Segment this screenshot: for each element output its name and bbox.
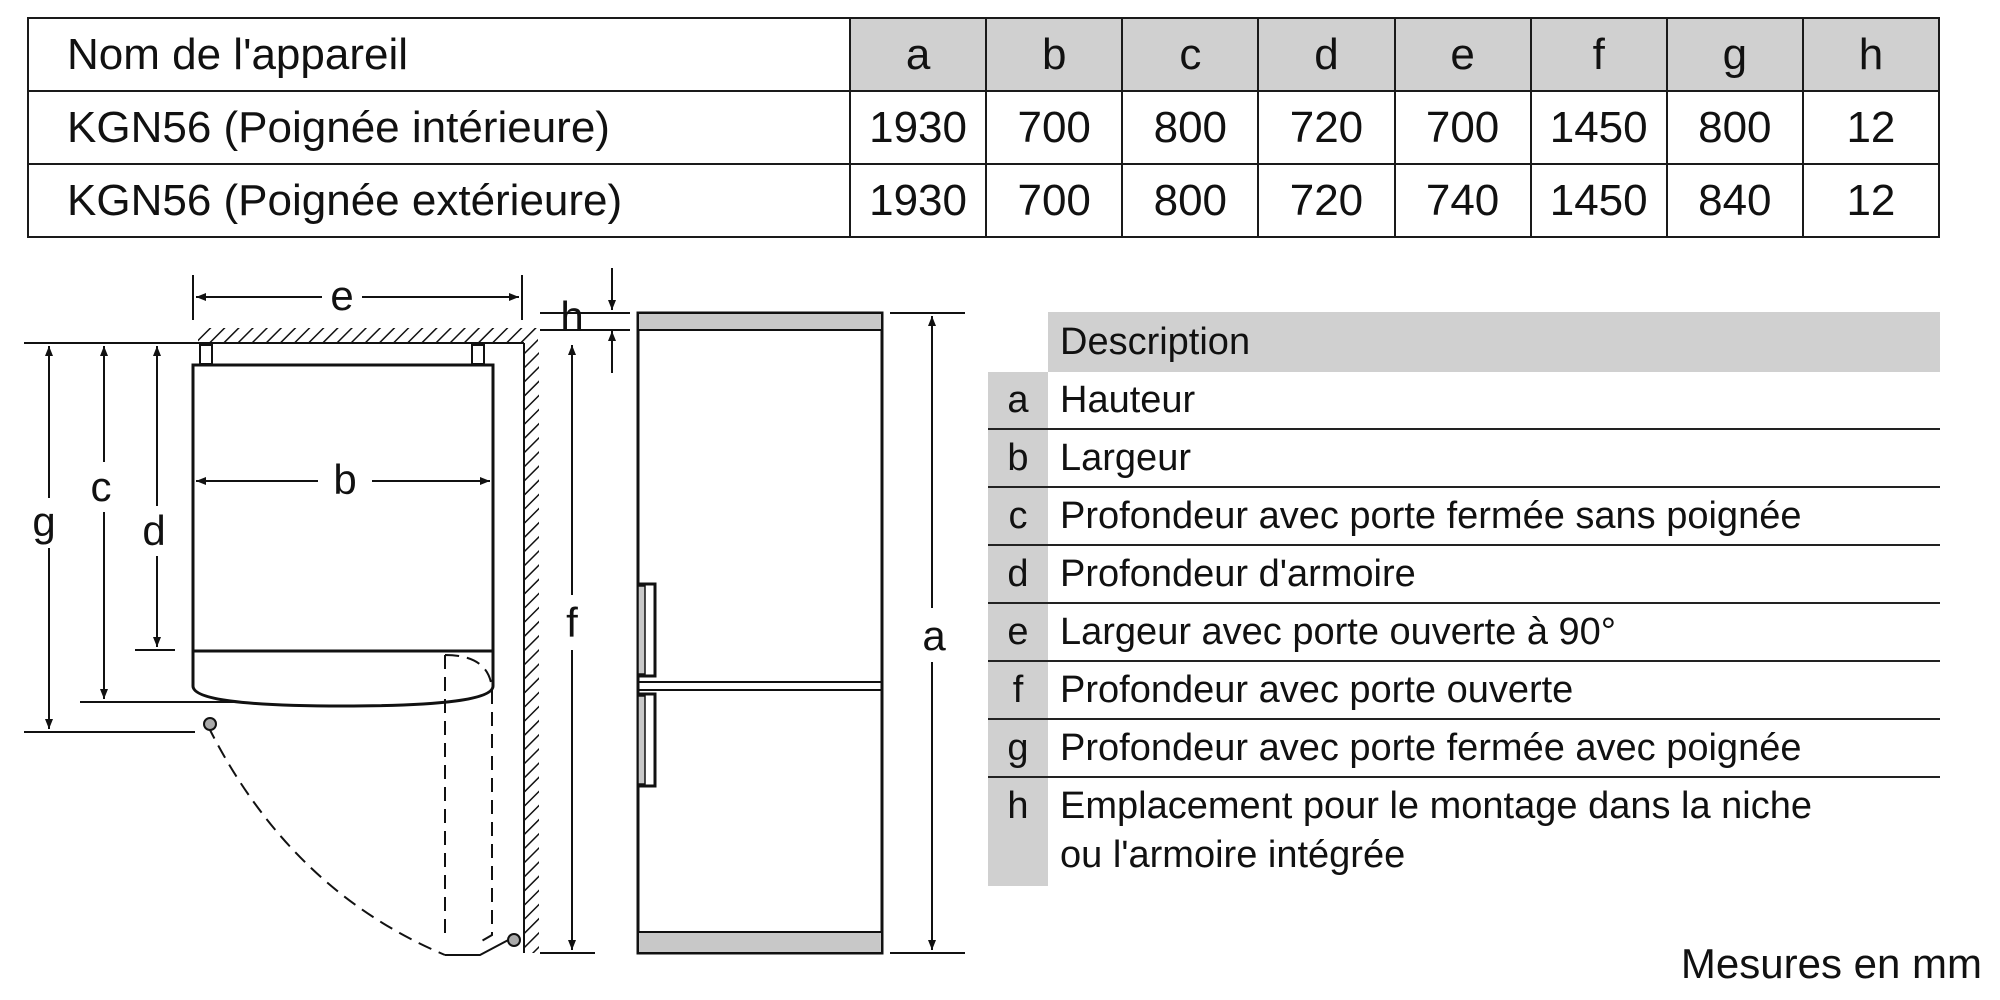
legend-text: Profondeur avec porte ouverte <box>1060 669 1574 711</box>
legend-key: e <box>988 604 1048 660</box>
table-row <box>28 164 1939 237</box>
legend-row-h <box>988 778 1940 886</box>
legend-key: c <box>988 488 1048 544</box>
cell-f: 1450 <box>1531 164 1667 237</box>
table-row <box>28 91 1939 164</box>
header-col-d: d <box>1258 18 1394 91</box>
legend-key: g <box>988 720 1048 776</box>
cell-d: 720 <box>1258 91 1394 164</box>
legend-key: h <box>988 778 1048 886</box>
legend-row-b <box>988 430 1940 488</box>
header-col-e: e <box>1395 18 1531 91</box>
header-col-b: b <box>986 18 1122 91</box>
header-col-c: c <box>1122 18 1258 91</box>
door-swing-arc <box>208 726 445 955</box>
cell-g: 800 <box>1667 91 1803 164</box>
cell-b: 700 <box>986 91 1122 164</box>
legend-key: a <box>988 372 1048 428</box>
label-g: g <box>32 498 56 545</box>
label-b: b <box>333 456 357 503</box>
hinge-pin-closed <box>204 718 216 730</box>
legend-text-line2: ou l'armoire intégrée <box>1060 834 1406 876</box>
cell-e: 740 <box>1395 164 1531 237</box>
top-view <box>24 275 539 955</box>
label-c: c <box>90 463 112 510</box>
units-note: Mesures en mm <box>1680 940 1982 987</box>
dimensions-table <box>27 17 1940 238</box>
legend-key: b <box>988 430 1048 486</box>
cell-a: 1930 <box>850 91 986 164</box>
base-panel <box>638 932 882 953</box>
header-col-g: g <box>1667 18 1803 91</box>
cell-d: 720 <box>1258 164 1394 237</box>
legend-text-line1: Emplacement pour le montage dans la niche <box>1060 785 1813 827</box>
hinge-pin-open <box>508 934 520 946</box>
legend-text <box>1048 778 1940 886</box>
legend-key: d <box>988 546 1048 602</box>
legend-title: Description <box>1048 312 1940 372</box>
dimension-drawing <box>0 250 980 990</box>
cell-f: 1450 <box>1531 91 1667 164</box>
appliance-side-body <box>638 313 882 953</box>
cell-c: 800 <box>1122 164 1258 237</box>
legend-row-a <box>988 372 1940 430</box>
legend-text: Hauteur <box>1060 379 1196 421</box>
cell-a: 1930 <box>850 164 986 237</box>
label-a: a <box>922 612 946 659</box>
label-f: f <box>566 599 578 646</box>
cell-g: 840 <box>1667 164 1803 237</box>
header-col-a: a <box>850 18 986 91</box>
legend-header <box>988 312 1940 372</box>
legend-text: Profondeur avec porte fermée sans poignée <box>1060 495 1802 537</box>
legend-text: Largeur avec porte ouverte à 90° <box>1060 611 1616 653</box>
legend-row-g <box>988 720 1940 778</box>
cell-c: 800 <box>1122 91 1258 164</box>
legend-row-d <box>988 546 1940 604</box>
legend-table <box>988 312 1940 886</box>
header-appliance-name: Nom de l'appareil <box>28 18 850 91</box>
label-h: h <box>560 293 584 340</box>
top-panel <box>638 313 882 330</box>
cell-e: 700 <box>1395 91 1531 164</box>
legend-key: f <box>988 662 1048 718</box>
table-header-row <box>28 18 1939 91</box>
cabinet-body <box>193 365 493 651</box>
legend-text: Profondeur avec porte fermée avec poignée <box>1060 727 1802 769</box>
legend-row-e <box>988 604 1940 662</box>
label-e: e <box>330 272 354 319</box>
label-d: d <box>142 507 166 554</box>
cell-h: 12 <box>1803 91 1939 164</box>
row-name: KGN56 (Poignée intérieure) <box>28 91 850 164</box>
legend-text: Largeur <box>1060 437 1191 479</box>
back-wall-hatch <box>198 328 538 343</box>
side-wall-hatch <box>524 343 539 953</box>
header-col-h: h <box>1803 18 1939 91</box>
spacer-right <box>472 345 484 364</box>
spacer-left <box>200 345 212 364</box>
legend-text: Profondeur d'armoire <box>1060 553 1416 595</box>
cell-b: 700 <box>986 164 1122 237</box>
row-name: KGN56 (Poignée extérieure) <box>28 164 850 237</box>
cell-h: 12 <box>1803 164 1939 237</box>
legend-row-c <box>988 488 1940 546</box>
header-col-f: f <box>1531 18 1667 91</box>
side-view <box>540 268 965 953</box>
legend-row-f <box>988 662 1940 720</box>
